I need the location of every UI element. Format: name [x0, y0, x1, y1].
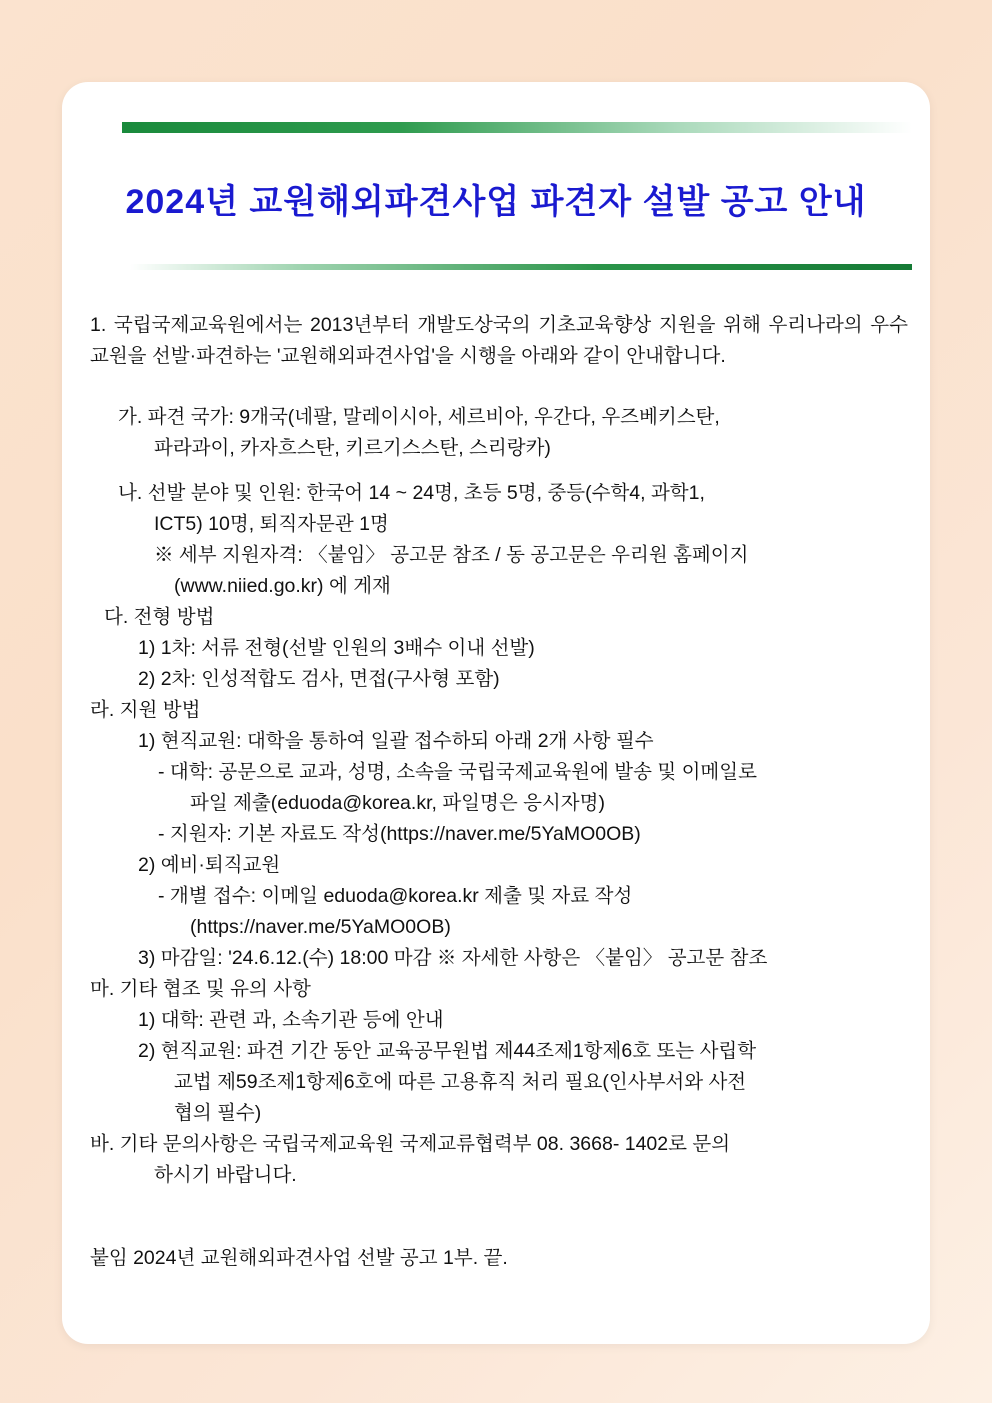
item-ra-2-a: - 개별 접수: 이메일 eduoda@korea.kr 제출 및 자료 작성 — [158, 885, 633, 907]
item-da-1: 1) 1차: 서류 전형(선발 인원의 3배수 이내 선발) — [138, 637, 535, 659]
intro-paragraph: 1. 국립국제교육원에서는 2013년부터 개발도상국의 기초교육향상 지원을 위해 우리나라의 우수교원을 선발·파견하는 '교원해외파견사업'을 시행을 아래와 같이 안내합니다. — [90, 314, 908, 367]
item-ra-2-b: (https://naver.me/5YaMO0OB) — [190, 916, 451, 938]
item-ma-heading: 마. 기타 협조 및 유의 사항 — [90, 978, 311, 1000]
item-ga-line2: 파라과이, 카자흐스탄, 키르기스스탄, 스리랑카) — [154, 437, 551, 459]
item-da-2: 2) 2차: 인성적합도 검사, 면접(구사형 포함) — [138, 668, 500, 690]
item-na-note1: ※ 세부 지원자격: 〈붙임〉 공고문 참조 / 동 공고문은 우리원 홈페이지 — [154, 544, 749, 566]
item-ma-2-line2: 교법 제59조제1항제6호에 따른 고용휴직 처리 필요(인사부서와 사전 — [174, 1071, 747, 1093]
item-ra-3: 3) 마감일: '24.6.12.(수) 18:00 마감 ※ 자세한 사항은 〈붙임〉 공고문 참조 — [138, 947, 768, 969]
spacer — [90, 388, 908, 402]
item-ra-1-a-line1: - 대학: 공문으로 교과, 성명, 소속을 국립국제교육원에 발송 및 이메일로 — [158, 761, 757, 783]
attachment-note: 붙임 2024년 교원해외파견사업 선발 공고 1부. 끝. — [90, 1247, 508, 1269]
item-ma-2-line3: 협의 필수) — [174, 1102, 262, 1124]
item-ma-1: 1) 대학: 관련 과, 소속기관 등에 안내 — [138, 1009, 444, 1031]
item-ra-1-a-line2: 파일 제출(eduoda@korea.kr, 파일명은 응시자명) — [190, 792, 605, 814]
item-ga-line1: 가. 파견 국가: 9개국(네팔, 말레이시아, 세르비아, 우간다, 우즈베키스탄, — [118, 406, 720, 428]
document-page — [62, 82, 930, 1344]
title-rule-bottom — [130, 264, 912, 270]
item-ba-line1: 바. 기타 문의사항은 국립국제교육원 국제교류협력부 08. 3668- 1402로 문의 — [90, 1133, 731, 1155]
item-ba-line2: 하시기 바랍니다. — [154, 1164, 297, 1186]
title-rule-top — [122, 122, 912, 133]
item-ra-1-b: - 지원자: 기본 자료도 작성(https://naver.me/5YaMO0OB) — [158, 823, 641, 845]
item-da-heading: 다. 전형 방법 — [104, 606, 215, 628]
item-na-note2: (www.niied.go.kr) 에 게재 — [174, 575, 391, 597]
item-na-line2: ICT5) 10명, 퇴직자문관 1명 — [154, 513, 389, 535]
item-ra-2: 2) 예비·퇴직교원 — [138, 854, 281, 876]
spacer — [90, 464, 908, 478]
item-ra-1: 1) 현직교원: 대학을 통하여 일괄 접수하되 아래 2개 사항 필수 — [138, 730, 654, 752]
item-na-line1: 나. 선발 분야 및 인원: 한국어 14 ~ 24명, 초등 5명, 중등(수학4, 과학1, — [118, 482, 705, 504]
page-title: 2024년 교원해외파견사업 파견자 설발 공고 안내 — [125, 183, 867, 221]
item-ma-2-line1: 2) 현직교원: 파견 기간 동안 교육공무원법 제44조제1항제6호 또는 사립학 — [138, 1040, 757, 1062]
item-ra-heading: 라. 지원 방법 — [90, 699, 201, 721]
document-body — [90, 310, 908, 1274]
